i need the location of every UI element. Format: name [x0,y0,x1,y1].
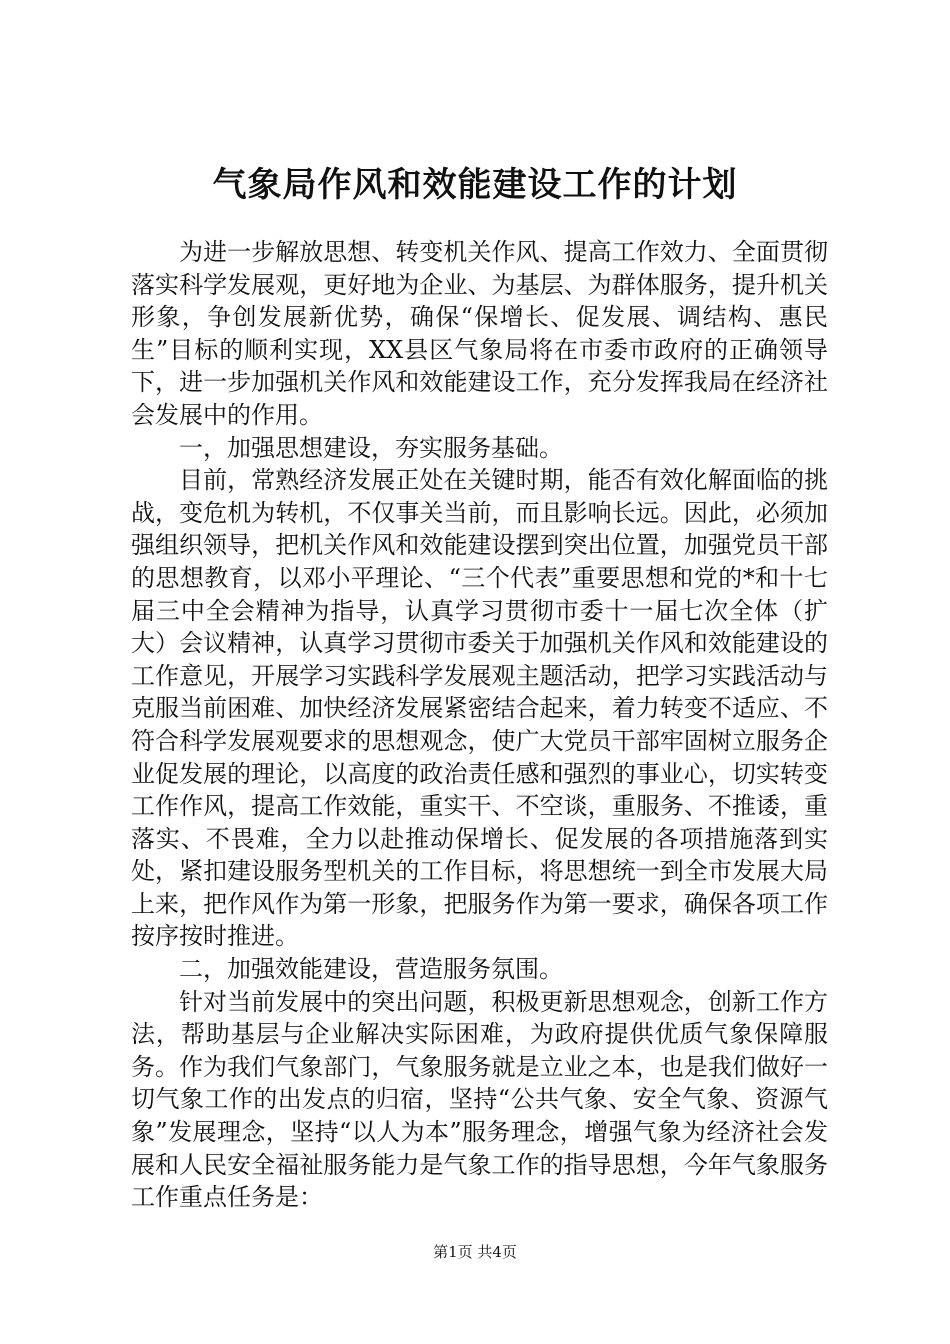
document-body [131,236,828,1214]
page-number-footer: 第1页 共4页 [433,1243,517,1261]
paragraph-section-1: 目前，常熟经济发展正处在关键时期，能否有效化解面临的挑战，变危机为转机，不仅事关当前，而且影响长远。因此，必须加强组织领导，把机关作风和效能建设摆到突出位置，加强党员干部的思想教育，以邓小平理论、“三个代表”重要思想和党的*和十七届三中全会精神为指导，认真学习贯彻市委十一届七次全体（扩大）会议精神，认真学习贯彻市委关于加强机关作风和效能建设的工作意见，开展学习实践科学发展观主题活动，把学习实践活动与克服当前困难、加快经济发展紧密结合起来，着力转变不适应、不符合科学发展观要求的思想观念，使广大党员干部牢固树立服务企业促发展的理论，以高度的政治责任感和强烈的事业心，切实转变工作作风，提高工作效能，重实干、不空谈，重服务、不推诿，重落实、不畏难，全力以赴推动保增长、促发展的各项措施落到实处，紧扣建设服务型机关的工作目标，将思想统一到全市发展大局上来，把作风作为第一形象，把服务作为第一要求，确保各项工作按序按时推进。 [131,466,828,951]
section-heading-2: 二，加强效能建设，营造服务氛围。 [179,955,563,984]
paragraph-intro: 为进一步解放思想、转变机关作风、提高工作效力、全面贯彻落实科学发展观，更好地为企业、为基层、为群体服务，提升机关形象，争创发展新优势，确保“保增长、促发展、调结构、惠民生”目标的顺利实现，XX县区气象局将在市委市政府的正确领导下，进一步加强机关作风和效能建设工作，充分发挥我局在经济社会发展中的作用。 [131,238,828,429]
paragraph-section-2: 针对当前发展中的突出问题，积极更新思想观念，创新工作方法，帮助基层与企业解决实际困难，为政府提供优质气象保障服务。作为我们气象部门，气象服务就是立业之本，也是我们做好一切气象工作的出发点的归宿，坚持“公共气象、安全气象、资源气象”发展理念，坚持“以人为本”服务理念，增强气象为经济社会发展和人民安全福祉服务能力是气象工作的指导思想，今年气象服务工作重点任务是： [131,987,828,1212]
section-heading-1: 一，加强思想建设，夯实服务基础。 [179,433,563,462]
document-title: 气象局作风和效能建设工作的计划 [212,165,738,205]
